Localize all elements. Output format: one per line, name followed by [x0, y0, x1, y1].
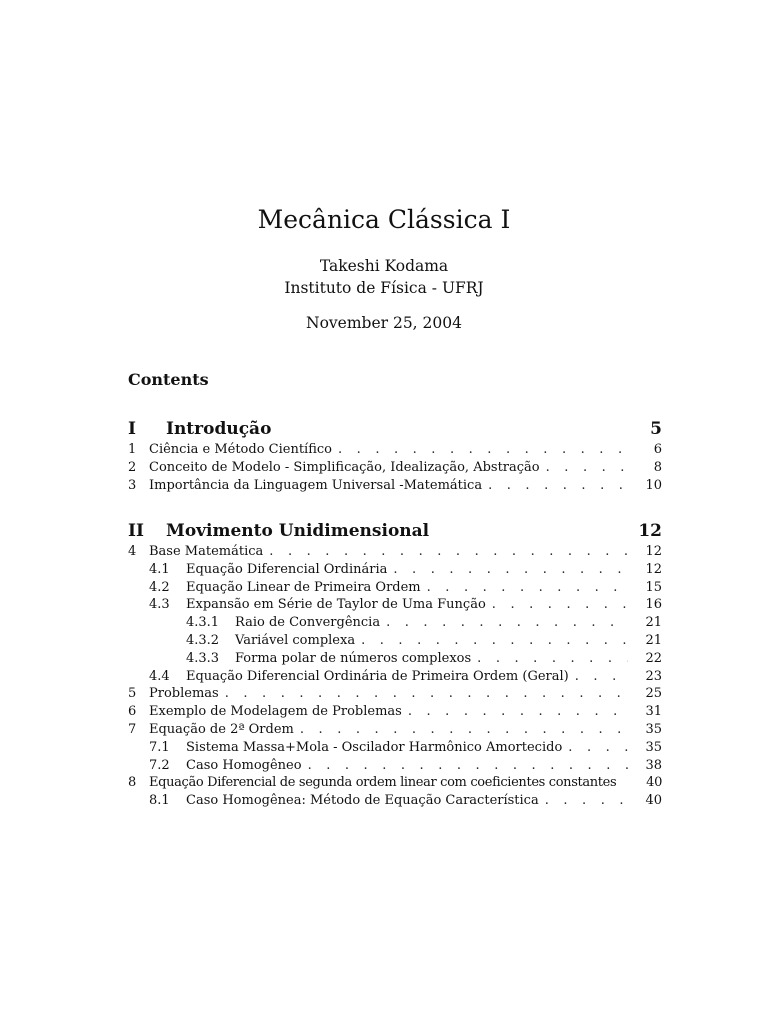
institution: Instituto de Física - UFRJ — [284, 279, 484, 297]
entry-number: 4.1 — [149, 561, 170, 577]
author-name: Takeshi Kodama — [319, 257, 449, 275]
entry-number: 4.3.3 — [186, 650, 220, 666]
entry-number: 7.1 — [149, 739, 170, 755]
entry-page: 35 — [645, 721, 662, 737]
part-page: 12 — [638, 521, 662, 541]
dot-leader — [492, 596, 628, 614]
entry-number: 4.2 — [149, 579, 170, 595]
entry-page: 21 — [645, 615, 662, 631]
contents-heading: Contents — [128, 370, 209, 389]
toc-part-2 — [128, 519, 662, 810]
dot-leader — [568, 739, 628, 757]
entry-title: Exemplo de Modelagem de Problemas — [149, 704, 402, 720]
entry-title: Caso Homogêneo — [186, 757, 302, 773]
toc-entry — [128, 596, 662, 614]
entry-title: Ciência e Método Científico — [149, 442, 332, 457]
part-title: Introdução — [166, 419, 272, 439]
entry-page: 16 — [645, 597, 662, 613]
dot-leader — [269, 543, 628, 561]
entry-number: 7 — [128, 721, 137, 737]
entry-page: 31 — [645, 704, 662, 720]
entry-page: 38 — [645, 757, 662, 773]
entry-page: 12 — [645, 561, 662, 577]
entry-page: 6 — [653, 442, 662, 457]
entry-title: Equação Diferencial Ordinária de Primeira Ordem (Geral) — [186, 668, 569, 684]
entry-title: Raio de Convergência — [235, 615, 381, 631]
entry-number: 2 — [128, 459, 137, 475]
toc-entry — [128, 703, 662, 721]
entry-number: 1 — [128, 442, 137, 457]
dot-leader — [300, 721, 628, 739]
toc-entry — [128, 543, 662, 561]
entry-number: 4.4 — [149, 668, 170, 684]
part-page: 5 — [650, 419, 662, 439]
toc-entry — [128, 579, 662, 597]
entry-number: 3 — [128, 477, 137, 493]
toc-part-1 — [128, 417, 662, 494]
entry-number: 7.2 — [149, 757, 170, 773]
toc-entry — [128, 774, 662, 792]
entry-page: 15 — [645, 579, 662, 595]
entry-title: Sistema Massa+Mola - Oscilador Harmônico Amortecido — [186, 739, 563, 755]
entry-page: 21 — [645, 632, 662, 648]
entry-page: 10 — [645, 477, 662, 493]
toc-entry — [128, 477, 662, 495]
entry-title: Equação Diferencial Ordinária — [186, 561, 388, 577]
entry-page: 23 — [645, 668, 662, 684]
entry-title: Equação de 2ª Ordem — [149, 721, 294, 737]
dot-leader — [361, 632, 628, 650]
entry-page: 40 — [646, 775, 662, 791]
entry-page: 35 — [645, 739, 662, 755]
dot-leader — [427, 579, 628, 597]
entry-title: Caso Homogênea: Método de Equação Característica — [186, 793, 539, 809]
entry-title: Expansão em Série de Taylor de Uma Função — [186, 597, 486, 613]
toc-entry — [128, 561, 662, 579]
dot-leader — [308, 757, 628, 775]
dot-leader — [386, 614, 628, 632]
entry-title: Equação Diferencial de segunda ordem linear com coeficientes constantes — [149, 775, 617, 791]
toc-entry — [128, 668, 662, 686]
toc-entry — [128, 757, 662, 775]
toc-entry — [128, 632, 662, 650]
entry-page: 12 — [645, 544, 662, 559]
entry-number: 8 — [128, 775, 136, 791]
toc-entry — [128, 459, 662, 477]
entry-number: 4.3 — [149, 597, 170, 613]
dot-leader — [338, 441, 628, 459]
entry-title: Problemas — [149, 686, 219, 702]
toc-entry — [128, 721, 662, 739]
dot-leader — [488, 477, 628, 495]
document-title: Mecânica Clássica I — [257, 205, 511, 234]
document-date: November 25, 2004 — [306, 314, 462, 332]
entry-title: Importância da Linguagem Universal -Matemática — [149, 477, 483, 493]
dot-leader — [575, 668, 628, 686]
dot-leader — [225, 685, 628, 703]
entry-page: 40 — [645, 793, 662, 809]
entry-title: Conceito de Modelo - Simplificação, Idealização, Abstração — [149, 459, 540, 475]
entry-number: 6 — [128, 704, 137, 720]
entry-number: 4 — [128, 544, 137, 559]
part-title: Movimento Unidimensional — [166, 521, 430, 541]
toc-entry — [128, 614, 662, 632]
entry-title: Base Matemática — [149, 544, 264, 559]
entry-title: Forma polar de números complexos — [235, 650, 472, 666]
dot-leader — [393, 561, 628, 579]
entry-page: 25 — [645, 686, 662, 702]
toc-entry — [128, 739, 662, 757]
dot-leader — [477, 650, 628, 668]
entry-page: 8 — [653, 459, 662, 475]
toc-entry — [128, 650, 662, 668]
part-heading — [128, 417, 662, 441]
entry-number: 4.3.1 — [186, 615, 220, 631]
dot-leader — [545, 792, 628, 810]
entry-title: Variável complexa — [235, 632, 356, 648]
dot-leader — [546, 459, 628, 477]
toc-entry — [128, 685, 662, 703]
part-number: I — [128, 419, 136, 439]
entry-title: Equação Linear de Primeira Ordem — [186, 579, 421, 595]
entry-number: 5 — [128, 686, 137, 702]
dot-leader — [408, 703, 628, 721]
entry-page: 22 — [645, 650, 662, 666]
part-number: II — [128, 521, 144, 541]
toc-entry — [128, 441, 662, 459]
toc-entry — [128, 792, 662, 810]
entry-number: 4.3.2 — [186, 632, 220, 648]
part-heading — [128, 519, 662, 543]
entry-number: 8.1 — [149, 793, 170, 809]
